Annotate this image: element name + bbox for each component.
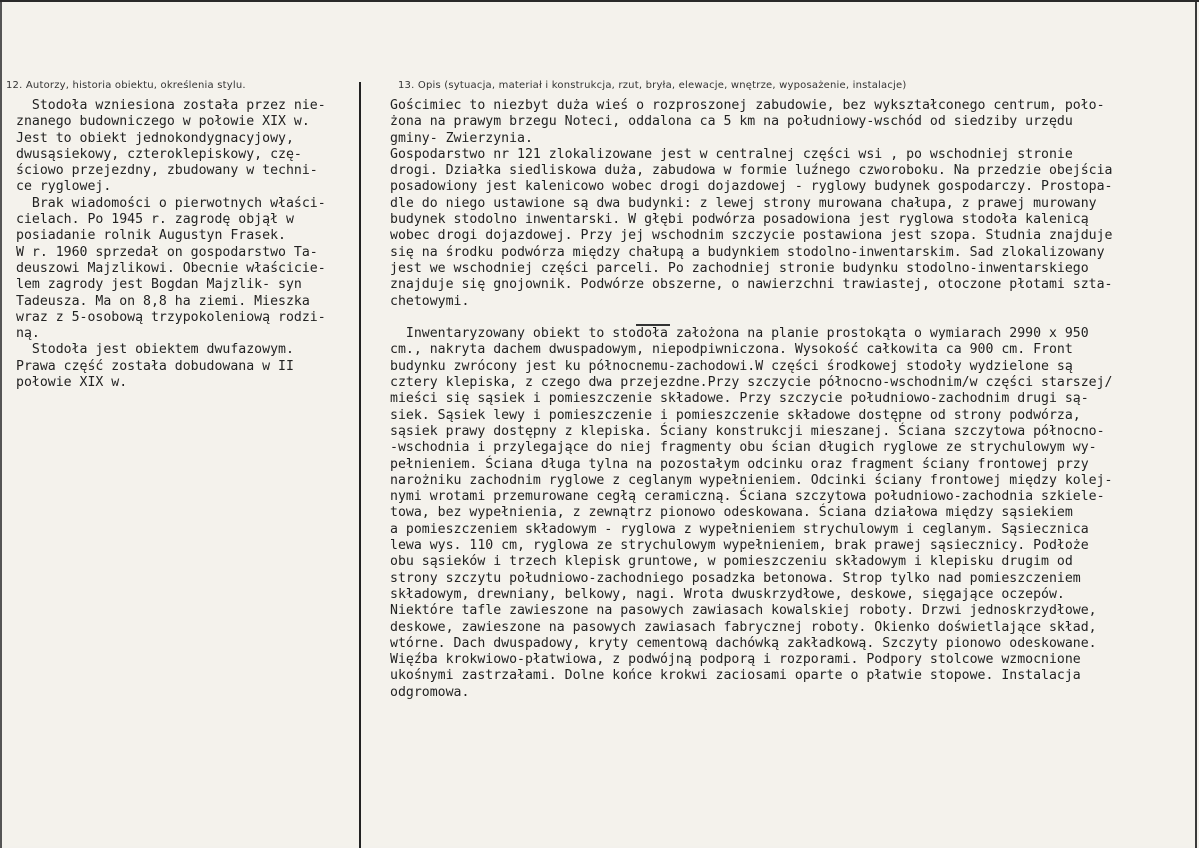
text-line: Gościmiec to niezbyt duża wieś o rozproszonej zabudowie, bez wykształconego centrum, poło- [390, 98, 1105, 113]
text-line: gminy- Zwierzynia. [390, 130, 533, 146]
text-line: narożniku zachodnim ryglowe z ceglanym wypełnieniem. Odcinki ściany frontowej między kolej- [390, 472, 1113, 488]
text-line: cm., nakryta dachem dwuspadowym, niepodpiwniczona. Wysokość całkowita ca 900 cm. Front [390, 342, 1073, 358]
text-line: sąsiek prawy dostępny z klepiska. Ściany konstrukcji mieszanej. Ściana szczytowa północno- [390, 423, 1105, 439]
text-line: posiadanie rolnik Augustyn Frasek. [16, 228, 286, 244]
text-line: żona na prawym brzegu Noteci, oddalona ca 5 km na południowy-wschód od siedziby urzędu [390, 114, 1073, 130]
text-line: dle do niego ustawione są dwa budynki: z lewej strony murowana chałupa, z prawej murowany [390, 195, 1097, 211]
section-separator [636, 324, 670, 326]
text-line: posadowiony jest kalenicowo wobec drogi dojazdowej - ryglowy budynek gospodarczy. Prostopa- [390, 179, 1113, 195]
text-line: nymi wrotami przemurowane cegłą ceramiczną. Ściana szczytowa południowo-zachodnia szkiele- [390, 489, 1105, 505]
text-line: Niektóre tafle zawieszone na pasowych zawiasach kowalskiej roboty. Drzwi jednoskrzydłowe, [390, 603, 1097, 619]
text-line: cielach. Po 1945 r. zagrodę objął w [16, 212, 294, 228]
text-line: wraz z 5-osobową trzypokoleniową rodzi- [16, 309, 326, 325]
text-line: połowie XIX w. [16, 375, 128, 391]
text-line: ukośnymi zastrzałami. Dolne końce krokwi zaciosami oparte o płatwie stopowe. Instalacja [390, 668, 1081, 684]
right-column-header: 13. Opis (sytuacja, materiał i konstrukcja, rzut, bryła, elewacje, wnętrze, wyposażenie, instalacje) [398, 80, 907, 91]
text-line: pełnieniem. Ściana długa tylna na pozostałym odcinku oraz fragment ściany frontowej przy [390, 456, 1089, 472]
text-line: -wschodnia i przylegające do niej fragmenty obu ścian długich ryglowe ze strychulowym wy- [390, 440, 1097, 456]
text-line: obu sąsieków i trzech klepisk gruntowe, w pomieszczeniu składowym i klepisku drugim od [390, 554, 1073, 570]
sheet-right-edge [1195, 2, 1197, 848]
blank-line [390, 310, 1113, 326]
text-line: się na środku podwórza między chałupą a budynkiem stodolno-inwentarskim. Sad zlokalizowany [390, 244, 1105, 260]
text-line: ce ryglowej. [16, 179, 112, 195]
left-column-header: 12. Autorzy, historia obiektu, określenia stylu. [6, 80, 246, 91]
text-line: siek. Sąsiek lewy i pomieszczenie i pomieszczenie składowe dostępne od strony podwórza, [390, 407, 1081, 423]
text-line: Jest to obiekt jednokondygnacyjowy, [16, 130, 294, 146]
history-text-column [16, 98, 326, 391]
text-line: lewa wys. 110 cm, ryglowa ze strychulowym wypełnieniem, brak prawej sąsiecznicy. Podłoże [390, 538, 1089, 554]
text-line: dwusąsiekowy, czteroklepiskowy, czę- [16, 146, 302, 162]
text-line: ściowo przejezdny, zbudowany w techni- [16, 163, 318, 179]
text-line: budynek stodolno inwentarski. W głębi podwórza posadowiona jest ryglowa stodoła kalenicą [390, 212, 1089, 228]
text-line: Stodoła wzniesiona została przez nie- [16, 98, 326, 113]
text-line: towa, bez wypełnienia, z zewnątrz pionowo odeskowana. Ściana działowa między sąsiekiem [390, 505, 1073, 521]
text-line: odgromowa. [390, 684, 470, 700]
text-line: mieści się sąsiek i pomieszczenie składowe. Przy szczycie południowo-zachodnim drugi są- [390, 391, 1089, 407]
text-line: chetowymi. [390, 293, 470, 309]
text-line: wtórne. Dach dwuspadowy, kryty cementową dachówką zakładkową. Szczyty pionowo odeskowane. [390, 635, 1097, 651]
text-line: wobec drogi dojazdowej. Przy jej wschodnim szczycie postawiona jest szopa. Studnia znajduje [390, 228, 1113, 244]
text-line: W r. 1960 sprzedał on gospodarstwo Ta- [16, 244, 318, 260]
text-line: a pomieszczeniem składowym - ryglowa z wypełnieniem strychulowym i ceglanym. Sąsiecznica [390, 521, 1089, 537]
text-line: składowym, drewniany, belkowy, nagi. Wrota dwuskrzydłowe, deskowe, sięgające oczepów. [390, 586, 1065, 602]
text-line: Gospodarstwo nr 121 zlokalizowane jest w centralnej części wsi , po wschodniej stronie [390, 146, 1073, 162]
text-line: Stodoła jest obiektem dwufazowym. [16, 342, 294, 358]
description-text-column [390, 98, 1113, 701]
text-line: cztery klepiska, z czego dwa przejezdne.Przy szczycie północno-wschodnim/w części starszej/ [390, 375, 1113, 391]
sheet-left-edge [0, 2, 2, 848]
text-line: lem zagrody jest Bogdan Majzlik- syn [16, 277, 302, 293]
text-line: Prawa część została dobudowana w II [16, 358, 294, 374]
text-line: znanego budowniczego w połowie XIX w. [16, 114, 310, 130]
text-line: jest we wschodniej części parceli. Po zachodniej stronie budynku stodolno-inwentarskiego [390, 260, 1089, 276]
text-line: znajduje się gnojownik. Podwórze obszerne, o nawierzchni trawiastej, otoczone płotami szta- [390, 277, 1113, 293]
text-line: Inwentaryzowany obiekt to stodoła założona na planie prostokąta o wymiarach 2990 x 950 [390, 326, 1089, 342]
text-line: drogi. Działka siedliskowa duża, zabudowa w formie luźnego czworoboku. Na przedzie obejścia [390, 163, 1113, 179]
column-divider [359, 82, 361, 848]
text-line: Brak wiadomości o pierwotnych właści- [16, 195, 326, 211]
text-line: Tadeusza. Ma on 8,8 ha ziemi. Mieszka [16, 293, 310, 309]
text-line: ną. [16, 326, 40, 342]
text-line: strony szczytu południowo-zachodniego posadzka betonowa. Strop tylko nad pomieszczeniem [390, 570, 1081, 586]
text-line: budynku zwrócony jest ku północnemu-zachodowi.W części środkowej stodoły wydzielone są [390, 358, 1073, 374]
text-line: Więźba krokwiowo-płatwiowa, z podwójną podporą i rozporami. Podpory stolcowe wzmocnione [390, 652, 1081, 668]
text-line: deskowe, zawieszone na pasowych zawiasach fabrycznej roboty. Okienko doświetlające skład, [390, 619, 1097, 635]
text-line: deuszowi Majzlikowi. Obecnie właścicie- [16, 260, 326, 276]
